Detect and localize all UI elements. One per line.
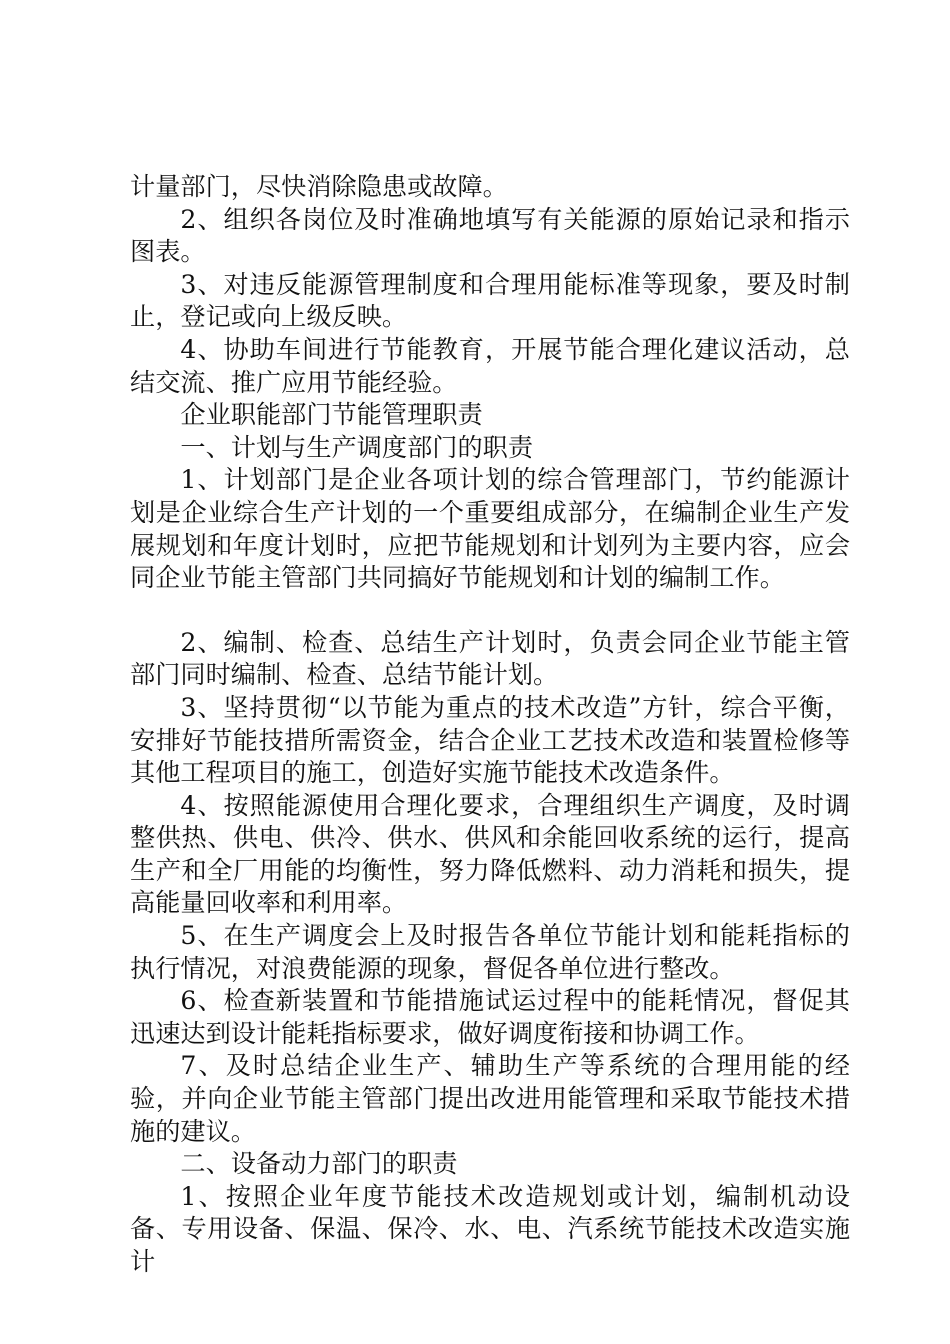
subsection-heading-planning: 一、计划与生产调度部门的职责 bbox=[180, 432, 534, 462]
paragraph-planning-4: 4、按照能源使用合理化要求，合理组织生产调度，及时调整供热、供电、供冷、供水、供风和余能回收系统的运行，提高生产和全厂用能的均衡性，努力降低燃料、动力消耗和损失，提高能量回收率和利用率。 bbox=[130, 790, 850, 918]
paragraph-planning-3: 3、坚持贯彻“以节能为重点的技术改造”方针，综合平衡，安排好节能技措所需资金，结合企业工艺技术改造和装置检修等其他工程项目的施工，创造好实施节能技术改造条件。 bbox=[130, 692, 850, 788]
paragraph-item-3: 3、对违反能源管理制度和合理用能标准等现象，要及时制止，登记或向上级反映。 bbox=[130, 269, 850, 332]
paragraph-planning-1: 1、计划部门是企业各项计划的综合管理部门，节约能源计划是企业综合生产计划的一个重要组成部分，在编制企业生产发展规划和年度计划时，应把节能规划和计划列为主要内容，应会同企业节能主管部门共同搞好节能规划和计划的编制工作。 bbox=[130, 465, 850, 593]
paragraph-gap bbox=[130, 595, 850, 627]
paragraph-equipment-1: 1、按照企业年度节能技术改造规划或计划，编制机动设备、专用设备、保温、保冷、水、电、汽系统节能技术改造实施计 bbox=[130, 1181, 850, 1276]
document-body bbox=[130, 171, 850, 1279]
paragraph-item-4: 4、协助车间进行节能教育，开展节能合理化建议活动，总结交流、推广应用节能经验。 bbox=[130, 334, 850, 397]
subsection-heading-equipment: 二、设备动力部门的职责 bbox=[180, 1149, 458, 1179]
paragraph-planning-6: 6、检查新装置和节能措施试运过程中的能耗情况，督促其迅速达到设计能耗指标要求，做好调度衔接和协调工作。 bbox=[130, 986, 850, 1048]
section-title: 企业职能部门节能管理职责 bbox=[180, 400, 483, 430]
paragraph-item-2: 2、组织各岗位及时准确地填写有关能源的原始记录和指示图表。 bbox=[130, 204, 850, 267]
paragraph-continuation: 计量部门，尽快消除隐患或故障。 bbox=[130, 172, 508, 201]
paragraph-planning-7: 7、及时总结企业生产、辅助生产等系统的合理用能的经验，并向企业节能主管部门提出改进用能管理和采取节能技术措施的建议。 bbox=[130, 1051, 850, 1146]
paragraph-planning-5: 5、在生产调度会上及时报告各单位节能计划和能耗指标的执行情况，对浪费能源的现象，督促各单位进行整改。 bbox=[130, 921, 850, 983]
paragraph-planning-2: 2、编制、检查、总结生产计划时，负责会同企业节能主管部门同时编制、检查、总结节能计划。 bbox=[130, 627, 850, 690]
